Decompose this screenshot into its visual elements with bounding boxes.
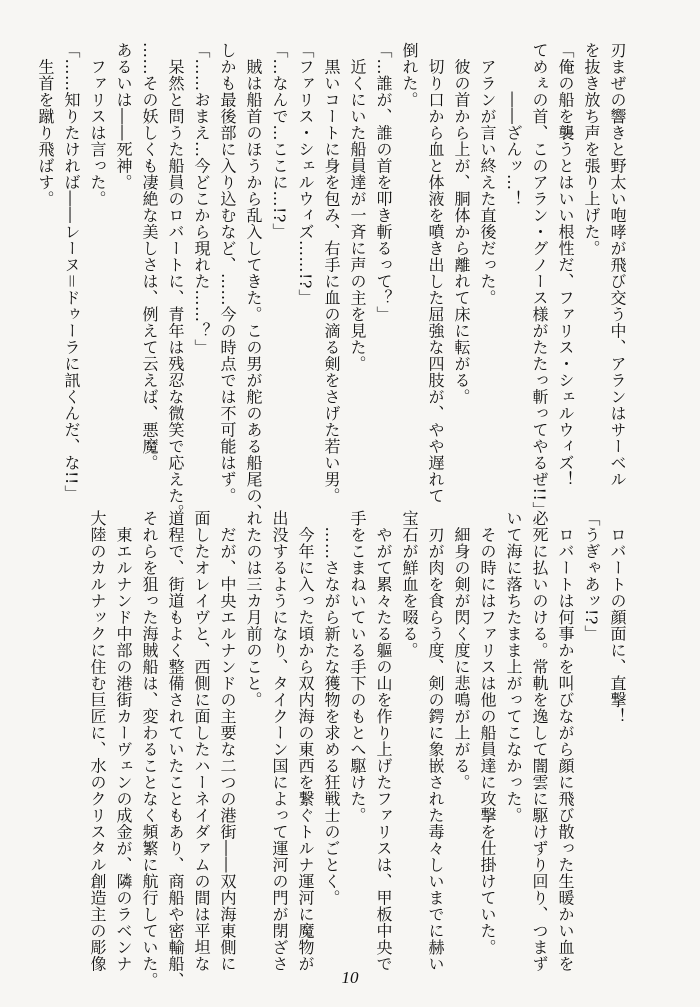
- text-line: 彼の首から上が、胴体から離れて床に転がる。: [452, 42, 471, 405]
- text-line: 「……知りたければ――レーヌ＝ドゥーラに訊くんだ、な!!」: [62, 42, 81, 502]
- text-line: アランが言い終えた直後だった。: [478, 42, 497, 306]
- text-line: 近くにいた船員達が一斉に声の主を見た。: [348, 42, 367, 372]
- text-line: れたのは三カ月前のこと。: [244, 510, 263, 708]
- text-line: 「ファリス・シェルウィズ……!?」: [296, 42, 315, 306]
- text-line: 呆然と問うた船員のロバートに、青年は残忍な微笑で応えた。: [166, 42, 185, 521]
- text-line: いて海に落ちたまま上がってこなかった。: [504, 510, 523, 824]
- text-line: 生首を蹴り飛ばす。: [36, 42, 55, 207]
- text-line: 出没するようになり、タイクーン国によって運河の門が閉ざさ: [270, 510, 289, 972]
- text-line: 細身の剣が閃く度に悲鳴が上がる。: [452, 510, 471, 791]
- text-line: あるいは――死神。: [114, 42, 133, 191]
- text-line: ……さながら新たな獲物を求める狂戦士のごとく。: [322, 510, 341, 906]
- upper-text-block: [32, 42, 630, 521]
- text-line: てめぇの首、このアラン・グノース様がたたっ斬ってやるぜ!!」: [530, 42, 549, 518]
- text-line: 大陸のカルナックに住む巨匠に、水のクリスタル創造主の彫像: [88, 510, 107, 972]
- text-line: 東エルナンド中部の港街カーヴェンの成金が、隣のラベンナ: [114, 510, 133, 972]
- text-line: 「俺の船を襲うとはいい根性だ、ファリス・シェルウィズ！: [556, 42, 575, 488]
- text-line: 「……おまえ…今どこから現れた……？」: [192, 42, 211, 356]
- text-line: ……その妖しくも凄絶な美しさは、例えて云えば、悪魔。: [140, 42, 159, 471]
- text-line: 刃が肉を食らう度、剣の鍔に象嵌された毒々しいまでに赫い: [426, 510, 445, 972]
- text-line: 必死に払いのける。常軌を逸して闇雲に駆けずり回り、つまず: [530, 510, 549, 972]
- text-line: ファリスは言った。: [88, 42, 107, 207]
- text-line: 切り口から血と体液を噴き出した屈強な四肢が、やや遅れて: [426, 42, 445, 504]
- text-line: 黒いコートに身を包み、右手に血の滴る剣をさげた若い男。: [322, 42, 341, 504]
- text-line: 「うぎゃあッ!?」: [582, 510, 601, 642]
- text-line: 賊は船首のほうから乱入してきた。この男が舵のある船尾の、: [244, 42, 263, 521]
- text-line: 手をこまねいている手下のもとへ駆けた。: [348, 510, 367, 824]
- page-number: 10: [341, 968, 359, 987]
- text-line: ――ざんッ…！: [504, 42, 523, 207]
- text-line: 道程で、街道もよく整備されていたこともあり、商船や密輸船、: [166, 510, 185, 989]
- text-line: それらを狙った海賊船は、変わることなく頻繁に航行していた。: [140, 510, 159, 989]
- text-line: 面したオレイヴと、西側に面したハーネイダァムの間は平坦な: [192, 510, 211, 972]
- text-line: ロバートは何事かを叫びながら顔に飛び散った生暖かい血を: [556, 510, 575, 972]
- text-line: 「…誰が、誰の首を叩き斬るって？」: [374, 42, 393, 323]
- text-line: 「…なんで…ここに…!?」: [270, 42, 289, 240]
- text-line: だが、中央エルナンドの主要な二つの港街――双内海東側に: [218, 510, 237, 972]
- text-line: を抜き放ち声を張り上げた。: [582, 42, 601, 257]
- text-line: 今年に入った頃から双内海の東西を繋ぐトルナ運河に魔物が: [296, 510, 315, 972]
- text-line: 倒れた。: [400, 42, 419, 108]
- text-line: ロバートの顔面に、直撃！: [608, 510, 627, 725]
- text-line: やがて累々たる軀の山を作り上げたファリスは、甲板中央で: [374, 510, 393, 972]
- text-line: その時にはファリスは他の船員達に攻撃を仕掛けていた。: [478, 510, 497, 956]
- text-line: 宝石が鮮血を啜る。: [400, 510, 419, 659]
- text-line: しかも最後部に入り込むなど、……今の時点では不可能はず。: [218, 42, 237, 504]
- text-line: 刃まぜの響きと野太い咆哮が飛び交う中、アランはサーベル: [608, 42, 627, 488]
